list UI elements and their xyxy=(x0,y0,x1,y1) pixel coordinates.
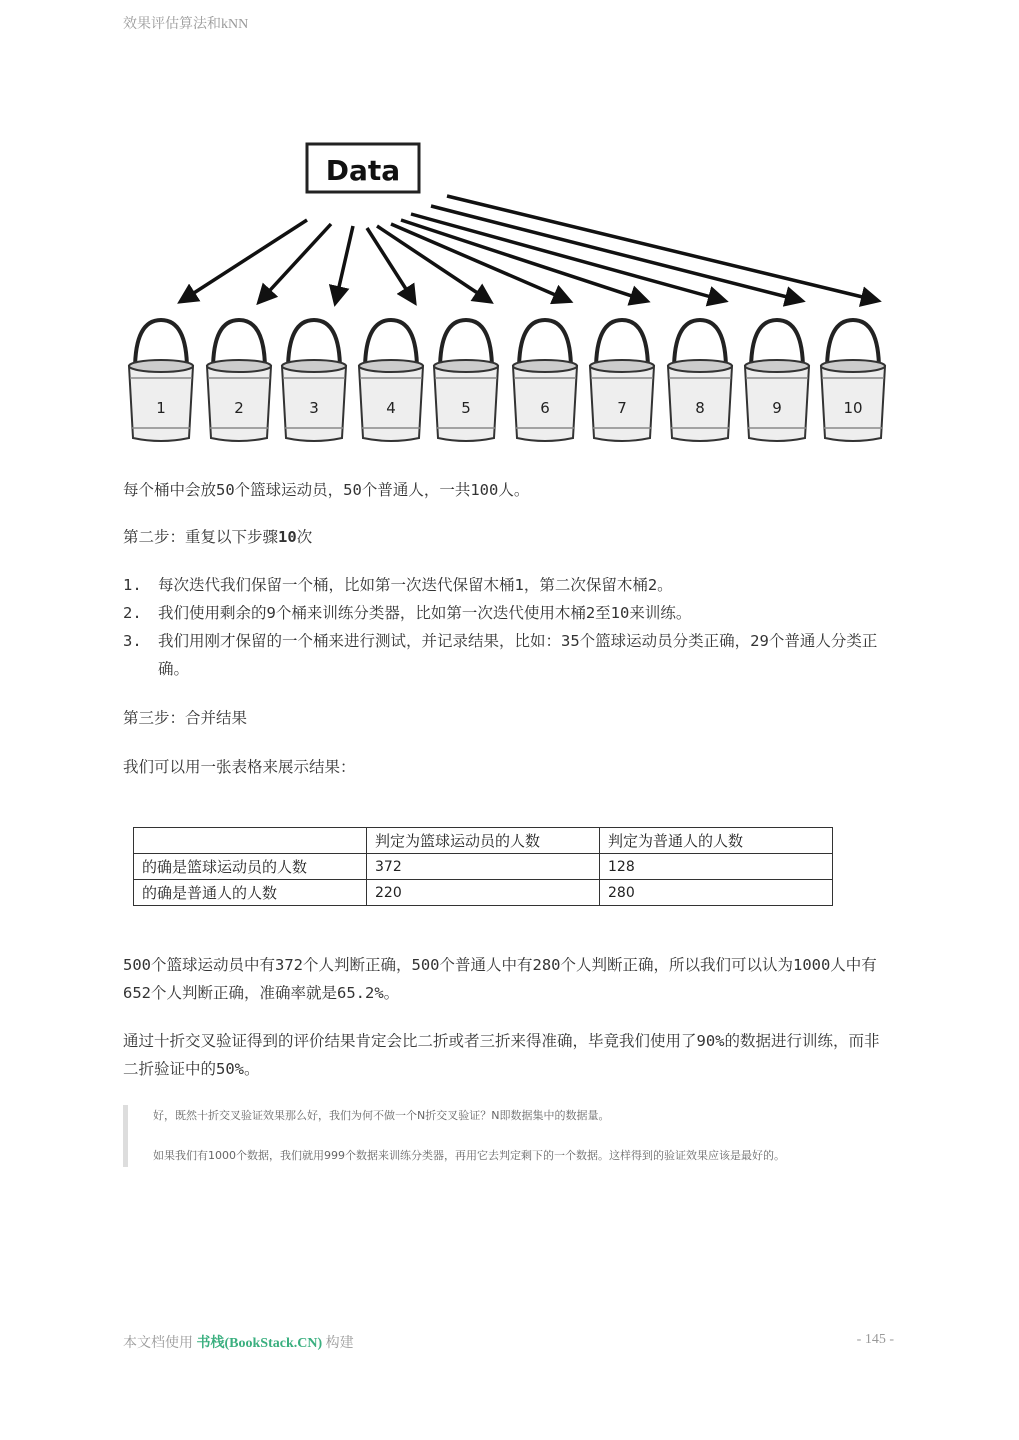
bucket-diagram xyxy=(125,138,900,448)
list-number: 2. xyxy=(123,604,142,622)
bucket xyxy=(359,320,423,441)
footer-suffix: 构建 xyxy=(322,1336,354,1351)
bucket xyxy=(745,320,809,441)
bucket xyxy=(434,320,498,441)
table-cell xyxy=(134,828,367,854)
paragraph-tenfold: 通过十折交叉验证得到的评价结果肯定会比二折或者三折来得准确，毕竟我们使用了90%的数据进行训练，而非二折验证中的50%。 xyxy=(123,1032,880,1078)
bucket-number: 4 xyxy=(386,399,396,417)
row-label: 的确是篮球运动员的人数 xyxy=(134,854,367,880)
bookstack-link[interactable]: 书栈(BookStack.CN) xyxy=(196,1336,323,1351)
arrow xyxy=(377,226,488,300)
paragraph-bucket-content: 每个桶中会放50个篮球运动员，50个普通人，一共100人。 xyxy=(123,481,530,499)
step2-heading xyxy=(123,523,893,551)
page-number: - 145 - xyxy=(856,1332,894,1347)
bucket xyxy=(513,320,577,441)
bucket-number: 7 xyxy=(617,399,627,417)
bucket-number: 3 xyxy=(309,399,319,417)
list-text: 我们用刚才保留的一个桶来进行测试，并记录结果，比如：35个篮球运动员分类正确，29个普通人分类正确。 xyxy=(158,632,878,678)
step2-text: 第二步：重复以下步骤 xyxy=(123,528,279,546)
table-cell: 372 xyxy=(367,854,600,880)
bucket-number: 10 xyxy=(843,399,863,417)
list-number: 1. xyxy=(123,576,142,594)
bucket-number: 6 xyxy=(540,399,550,417)
bucket xyxy=(821,320,885,441)
header-title: 效果评估算法和kNN xyxy=(123,17,249,32)
arrow xyxy=(336,226,353,300)
table-header: 判定为篮球运动员的人数 xyxy=(367,828,600,854)
arrows xyxy=(183,196,875,300)
row-label: 的确是普通人的人数 xyxy=(134,880,367,906)
list-text: 我们使用剩余的9个桶来训练分类器，比如第一次迭代使用木桶2至10来训练。 xyxy=(158,604,692,622)
bucket xyxy=(590,320,654,441)
table-header: 判定为普通人的人数 xyxy=(600,828,833,854)
bucket-number: 9 xyxy=(772,399,782,417)
paragraph-table-intro: 我们可以用一张表格来展示结果： xyxy=(123,758,356,776)
data-label: Data xyxy=(325,154,401,187)
list-text: 每次迭代我们保留一个桶，比如第一次迭代保留木桶1，第二次保留木桶2。 xyxy=(158,576,673,594)
bucket-number: 1 xyxy=(156,399,166,417)
bucket-number: 8 xyxy=(695,399,705,417)
paragraph-result: 500个篮球运动员中有372个人判断正确，500个普通人中有280个人判断正确，所以我们可以认为1000人中有652个人判断正确，准确率就是65.2%。 xyxy=(123,956,877,1002)
footer-credit xyxy=(123,1332,354,1352)
arrow xyxy=(401,220,644,300)
list-item xyxy=(123,571,893,599)
buckets xyxy=(129,320,885,441)
bucket-number: 2 xyxy=(234,399,244,417)
steps-list xyxy=(123,571,893,683)
bucket xyxy=(207,320,271,441)
step3-heading: 第三步：合并结果 xyxy=(123,709,248,727)
arrow xyxy=(411,214,722,300)
footer-prefix: 本文档使用 xyxy=(123,1336,197,1351)
list-item xyxy=(123,627,893,683)
table-cell: 280 xyxy=(600,880,833,906)
table-row xyxy=(134,854,833,880)
results-table xyxy=(133,827,833,906)
arrow xyxy=(261,224,331,300)
bucket xyxy=(668,320,732,441)
list-item xyxy=(123,599,893,627)
list-number: 3. xyxy=(123,632,142,650)
blockquote xyxy=(123,1105,888,1167)
bucket xyxy=(282,320,346,441)
table-header-row xyxy=(134,828,833,854)
arrow xyxy=(431,206,799,300)
arrow xyxy=(367,228,413,300)
bucket xyxy=(129,320,193,441)
quote-line: 好，既然十折交叉验证效果那么好，我们为何不做一个N折交叉验证？N即数据集中的数据量。 xyxy=(153,1109,610,1122)
arrow xyxy=(183,220,307,300)
quote-line: 如果我们有1000个数据，我们就用999个数据来训练分类器，再用它去判定剩下的一个数据。这样得到的验证效果应该是最好的。 xyxy=(153,1149,785,1162)
table-cell: 128 xyxy=(600,854,833,880)
table-cell: 220 xyxy=(367,880,600,906)
bucket-number: 5 xyxy=(461,399,471,417)
step2-suffix: 次 xyxy=(296,528,313,546)
table-row xyxy=(134,880,833,906)
step2-count: 10 xyxy=(278,528,297,546)
